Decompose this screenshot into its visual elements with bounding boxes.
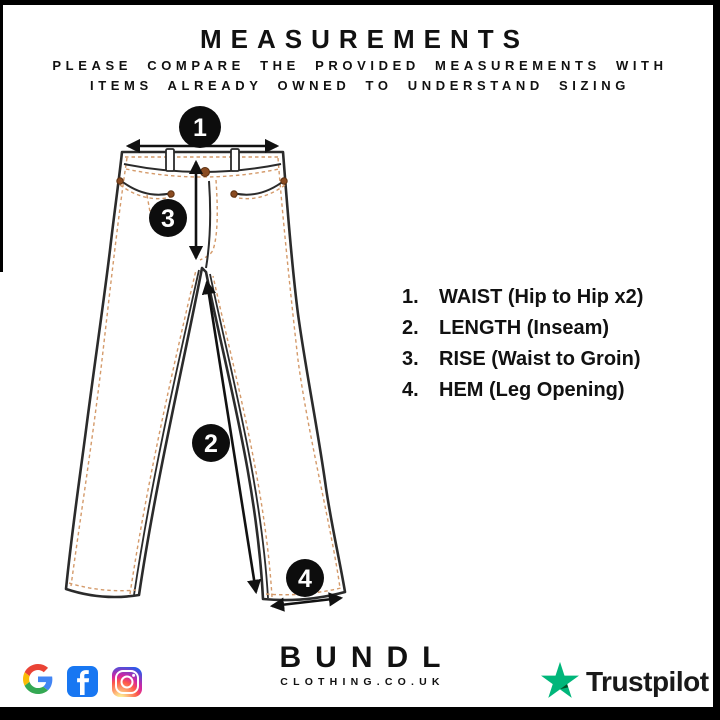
page-title: MEASUREMENTS — [199, 24, 529, 54]
legend-label: WAIST (Hip to Hip x2) — [439, 286, 644, 308]
legend-label: HEM (Leg Opening) — [439, 379, 625, 401]
svg-text:3: 3 — [161, 205, 175, 233]
legend-number: 3. — [402, 348, 419, 370]
jeans-measurement-diagram — [50, 100, 390, 630]
legend-label: RISE (Waist to Groin) — [439, 348, 641, 370]
frame-border-top — [0, 0, 720, 5]
legend-item-length — [402, 318, 643, 339]
frame-border-right — [713, 0, 720, 720]
legend-item-waist — [402, 287, 643, 308]
legend-number: 4. — [402, 379, 419, 401]
legend-number: 1. — [402, 286, 419, 308]
brand-domain: CLOTHING.CO.UK — [280, 676, 445, 688]
legend-item-rise — [402, 349, 643, 370]
subtitle-line-2: ITEMS ALREADY OWNED TO UNDERSTAND SIZING — [90, 78, 630, 93]
frame-border-bottom — [0, 707, 720, 720]
trustpilot-star-icon — [541, 661, 579, 703]
marker-2-length — [192, 424, 230, 462]
subtitle-line-1: PLEASE COMPARE THE PROVIDED MEASUREMENTS WITH — [52, 58, 668, 73]
svg-text:1: 1 — [193, 114, 207, 142]
legend-label: LENGTH (Inseam) — [439, 317, 610, 339]
marker-1-waist — [179, 106, 221, 148]
legend-number: 2. — [402, 317, 419, 339]
svg-text:2: 2 — [204, 430, 218, 458]
marker-4-hem — [286, 559, 324, 597]
measurement-legend — [402, 287, 643, 411]
svg-text:4: 4 — [298, 565, 312, 593]
marker-3-rise — [149, 199, 187, 237]
jeans-outline — [66, 152, 345, 600]
page-subtitle — [0, 56, 720, 96]
brand-name: BUNDL — [279, 641, 455, 674]
trustpilot-logo — [541, 661, 709, 703]
jeans-button — [201, 168, 210, 177]
legend-item-hem — [402, 380, 643, 401]
trustpilot-wordmark: Trustpilot — [586, 666, 709, 697]
